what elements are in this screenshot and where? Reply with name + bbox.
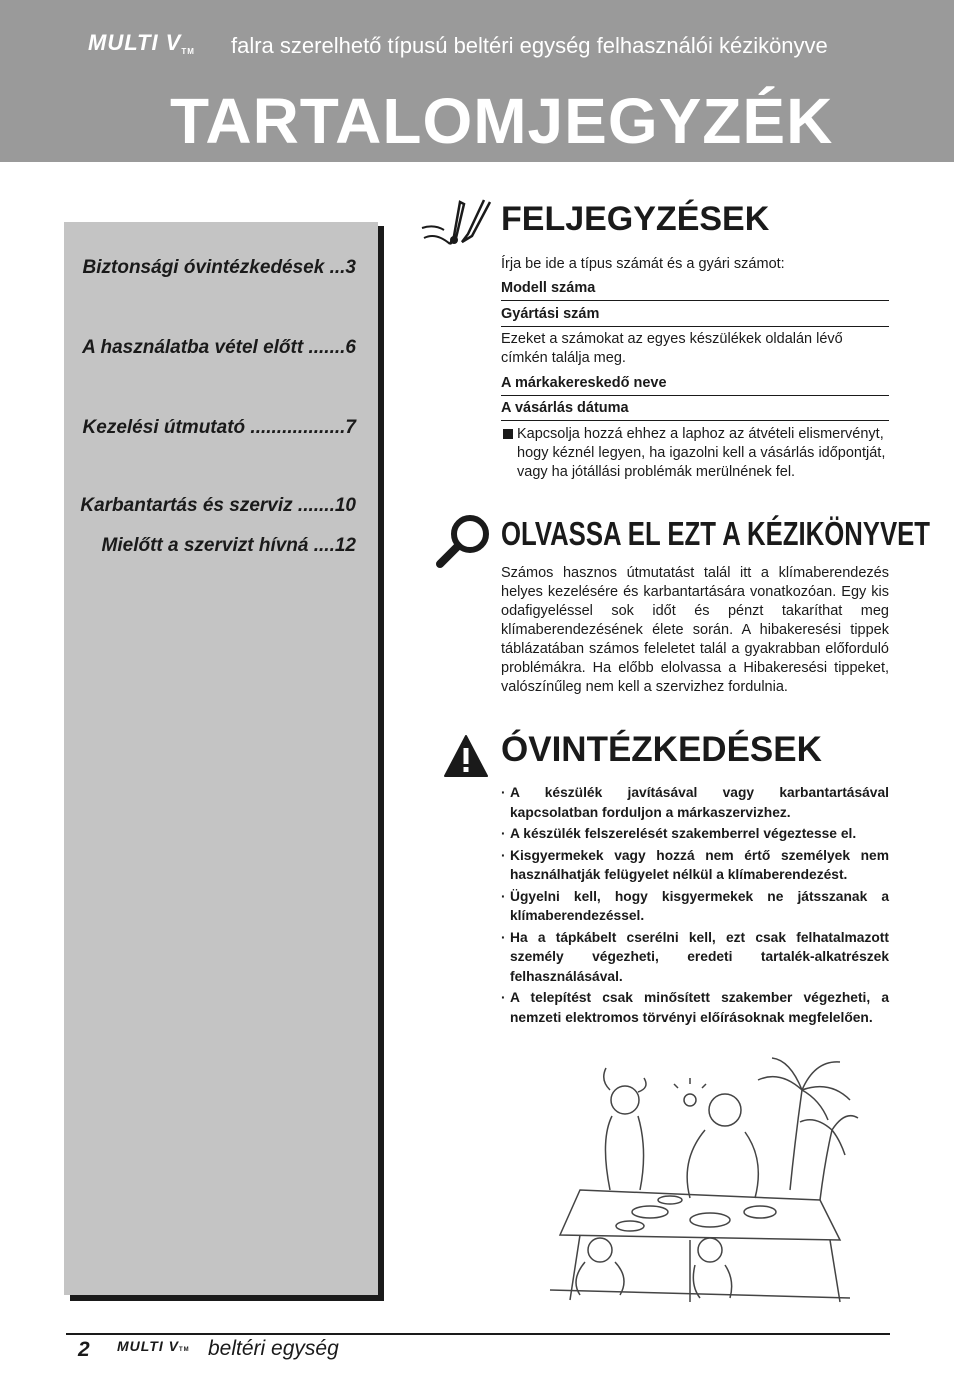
warning-icon — [443, 734, 489, 778]
table-of-contents — [64, 222, 378, 1295]
model-number-field[interactable]: Modell száma — [501, 280, 889, 301]
list-item: · Kisgyermekek vagy hozzá nem értő személyek nem használhatják felügyelet nélkül a klímaberendezést. — [501, 846, 889, 885]
read-manual-title: OLVASSA EL EZT A KÉZIKÖNYVET — [501, 515, 931, 552]
serial-number-field[interactable]: Gyártási szám — [501, 306, 889, 327]
notes-info: Ezeket a számokat az egyes készülékek oldalán lévő címkén találja meg. — [501, 331, 843, 366]
list-item: · Ügyelni kell, hogy kisgyermekek ne játsszanak a klímaberendezéssel. — [501, 887, 889, 926]
footer-divider — [66, 1333, 890, 1335]
brand-logo: MULTI VTM — [88, 30, 195, 56]
toc-item-maintenance[interactable]: Karbantartás és szerviz .......10 — [80, 495, 356, 516]
list-item: · A készülék felszerelését szakemberrel végeztesse el. — [501, 824, 889, 844]
page-number: 2 — [78, 1338, 90, 1361]
purchase-date-field[interactable]: A vásárlás dátuma — [501, 400, 889, 421]
toc-item-safety[interactable]: Biztonsági óvintézkedések ...3 — [82, 257, 356, 278]
magnifier-icon — [434, 512, 494, 570]
cautions-list — [501, 783, 889, 1029]
list-item: · A készülék javításával vagy karbantartásával kapcsolatban forduljon a márkaszervizhez. — [501, 783, 889, 822]
picnic-illustration — [540, 1040, 860, 1320]
list-item: · A telepítést csak minősített szakember végezheti, a nemzeti elektromos törvényi előírásoknak megfelelően. — [501, 988, 889, 1027]
toc-item-operation[interactable]: Kezelési útmutató ..................7 — [82, 417, 356, 438]
manual-subtitle: falra szerelhető típusú beltéri egység felhasználói kézikönyve — [231, 33, 828, 58]
header-band — [0, 0, 954, 162]
pen-icon — [420, 198, 492, 254]
receipt-note: Kapcsolja hozzá ehhez a laphoz az átvételi elismervényt, hogy kéznél legyen, ha igazolni kell a vásárlás időpontját, vagy ha jótállási problémák merülnének fel. — [501, 425, 889, 482]
page-title: TARTALOMJEGYZÉK — [170, 85, 834, 157]
square-bullet-icon — [503, 429, 513, 439]
dealer-name-field[interactable]: A márkakereskedő neve — [501, 375, 889, 396]
toc-item-before-use[interactable]: A használatba vétel előtt .......6 — [82, 337, 356, 358]
notes-title: FELJEGYZÉSEK — [501, 200, 770, 238]
list-item: · Ha a tápkábelt cserélni kell, ezt csak felhatalmazott személy végezheti, eredeti tartalék-alkatrészek felhasználásával. — [501, 928, 889, 987]
footer-brand-logo: MULTI VTM — [117, 1338, 190, 1354]
read-manual-body: Számos hasznos útmutatást talál itt a klímaberendezés helyes kezelésére és karbantartására vonatkozóan. Egy kis odafigyeléssel sok időt és pénzt takaríthat meg klímaberendezésének élete során. A hibakeresési tippek táblázatában számos feleletet talál a gyakrabban előforduló problémákra. Ha előbb elolvassa a Hibakeresési tippeket, valószínűleg nem kell a szervizhez fordulnia. — [501, 565, 889, 695]
footer-text: beltéri egység — [208, 1337, 339, 1360]
notes-intro: Írja be ide a típus számát és a gyári számot: — [501, 256, 785, 272]
toc-item-before-service[interactable]: Mielőtt a szervizt hívná ....12 — [101, 535, 356, 556]
cautions-title: ÓVINTÉZKEDÉSEK — [501, 730, 822, 769]
